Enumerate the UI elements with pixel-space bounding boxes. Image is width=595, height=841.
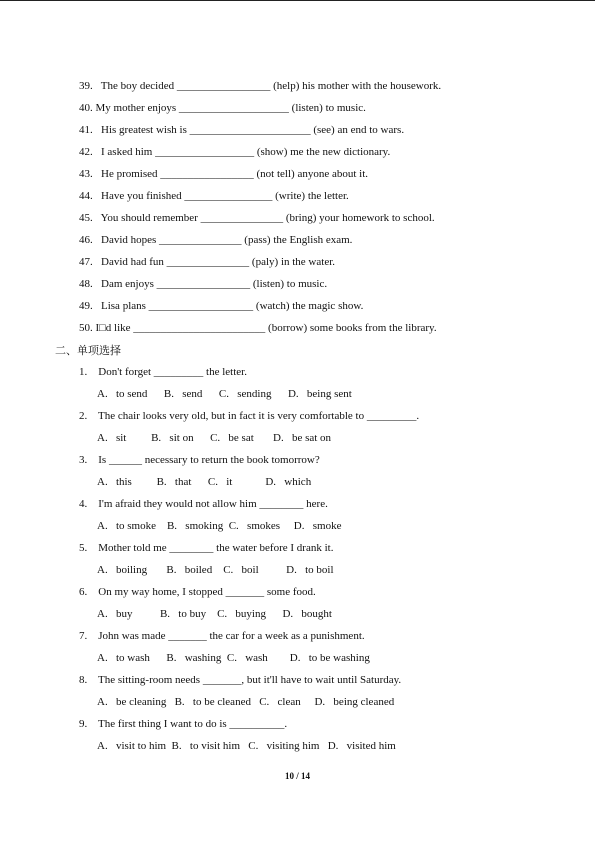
answer-options: A. visit to him B. to visit him C. visiting him D. visited him	[97, 740, 396, 752]
answer-options: A. to wash B. washing C. wash D. to be washing	[97, 652, 370, 664]
question-stem: 9. The first thing I want to do is __________.	[79, 718, 288, 730]
fill-in-item: 50. I□d like ________________________ (borrow) some books from the library.	[79, 322, 437, 334]
fill-in-item: 45. You should remember _______________ (bring) your homework to school.	[79, 212, 435, 224]
fill-in-item: 48. Dam enjoys _________________ (listen) to music.	[79, 278, 328, 290]
answer-options: A. boiling B. boiled C. boil D. to boil	[97, 564, 334, 576]
fill-in-item: 40. My mother enjoys ____________________ (listen) to music.	[79, 102, 366, 114]
fill-in-item: 49. Lisa plans ___________________ (watch) the magic show.	[79, 300, 364, 312]
page-top-border	[0, 0, 595, 1]
question-stem: 1. Don't forget _________ the letter.	[79, 366, 247, 378]
question-stem: 4. I'm afraid they would not allow him ________ here.	[79, 498, 328, 510]
question-stem: 2. The chair looks very old, but in fact it is very comfortable to _________.	[79, 410, 420, 422]
question-stem: 5. Mother told me ________ the water before I drank it.	[79, 542, 334, 554]
fill-in-item: 44. Have you finished ________________ (write) the letter.	[79, 190, 349, 202]
section-title: 二、单项选择	[55, 344, 121, 357]
fill-in-item: 47. David had fun _______________ (paly) in the water.	[79, 256, 336, 268]
question-stem: 8. The sitting-room needs _______, but it'll have to wait until Saturday.	[79, 674, 402, 686]
page-number: 10 / 14	[284, 771, 310, 781]
question-stem: 3. Is ______ necessary to return the book tomorrow?	[79, 454, 320, 466]
answer-options: A. be cleaning B. to be cleaned C. clean D. being cleaned	[97, 696, 395, 708]
answer-options: A. to send B. send C. sending D. being sent	[97, 388, 352, 400]
answer-options: A. buy B. to buy C. buying D. bought	[97, 608, 332, 620]
fill-in-item: 41. His greatest wish is ______________________ (see) an end to wars.	[79, 124, 405, 136]
fill-in-item: 43. He promised _________________ (not tell) anyone about it.	[79, 168, 369, 180]
answer-options: A. to smoke B. smoking C. smokes D. smoke	[97, 520, 342, 532]
fill-in-item: 42. I asked him __________________ (show) me the new dictionary.	[79, 146, 391, 158]
answer-options: A. sit B. sit on C. be sat D. be sat on	[97, 432, 332, 444]
question-stem: 7. John was made _______ the car for a week as a punishment.	[79, 630, 365, 642]
fill-in-item: 46. David hopes _______________ (pass) the English exam.	[79, 234, 353, 246]
answer-options: A. this B. that C. it D. which	[97, 476, 312, 488]
question-stem: 6. On my way home, I stopped _______ some food.	[79, 586, 316, 598]
fill-in-item: 39. The boy decided _________________ (help) his mother with the housework.	[79, 80, 442, 92]
